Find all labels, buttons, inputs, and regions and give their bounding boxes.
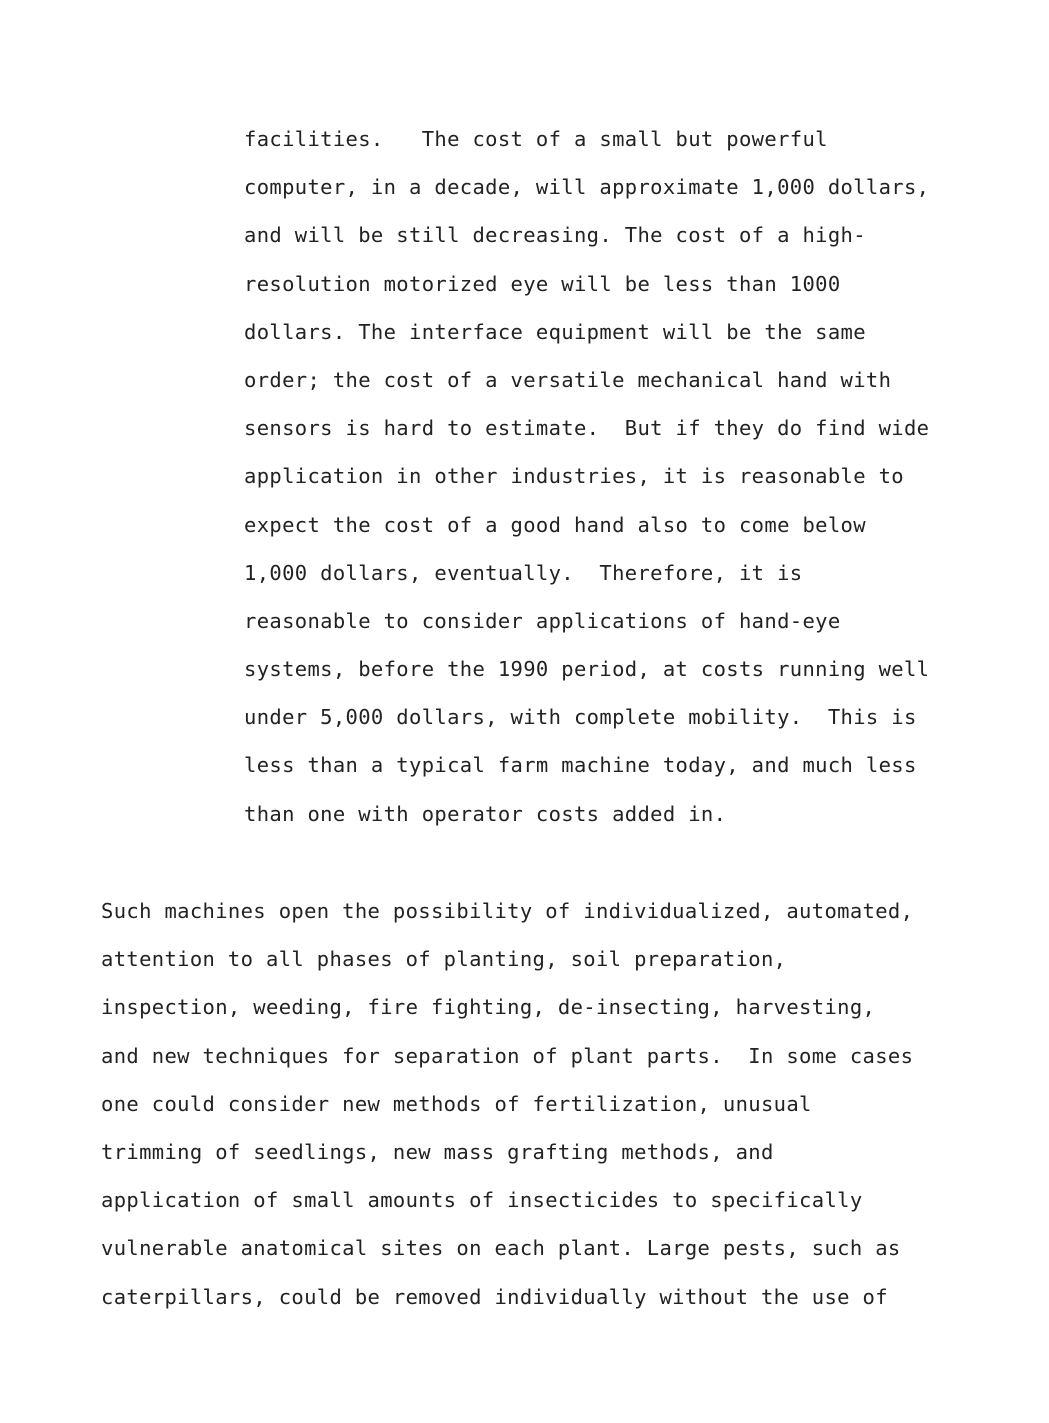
text-line: 1,000 dollars, eventually. Therefore, it is [244,560,803,585]
text-line: expect the cost of a good hand also to come below [244,512,866,537]
text-line: one could consider new methods of fertilization, unusual [101,1091,812,1116]
text-line: reasonable to consider applications of hand-eye [244,608,841,633]
text-line: sensors is hard to estimate. But if they do find wide [244,416,930,441]
text-line: attention to all phases of planting, soil preparation, [101,947,787,972]
text-line: and new techniques for separation of plant parts. In some cases [101,1043,914,1068]
text-line: resolution motorized eye will be less than 1000 [244,271,841,296]
text-line: less than a typical farm machine today, and much less [244,753,917,778]
text-line: application of small amounts of insecticides to specifically [101,1188,863,1213]
text-line: application in other industries, it is reasonable to [244,464,904,489]
text-line: under 5,000 dollars, with complete mobility. This is [244,705,917,730]
text-line: than one with operator costs added in. [244,801,727,826]
text-line: and will be still decreasing. The cost of a high- [244,223,866,248]
text-line: inspection, weeding, fire fighting, de-insecting, harvesting, [101,995,876,1020]
text-line: facilities. The cost of a small but powerful [244,127,828,151]
text-line: dollars. The interface equipment will be the same [244,319,866,344]
text-line: caterpillars, could be removed individually without the use of [101,1284,888,1309]
text-line: systems, before the 1990 period, at costs running well [244,657,930,682]
text-line: Such machines open the possibility of individualized, automated, [101,899,914,923]
body-paragraph [101,894,1036,1328]
text-line: computer, in a decade, will approximate 1,000 dollars, [244,175,930,200]
text-line: vulnerable anatomical sites on each plant. Large pests, such as [101,1236,901,1261]
indented-quote-block [244,122,1034,845]
text-line: order; the cost of a versatile mechanical hand with [244,367,892,392]
text-line: trimming of seedlings, new mass grafting methods, and [101,1139,774,1164]
